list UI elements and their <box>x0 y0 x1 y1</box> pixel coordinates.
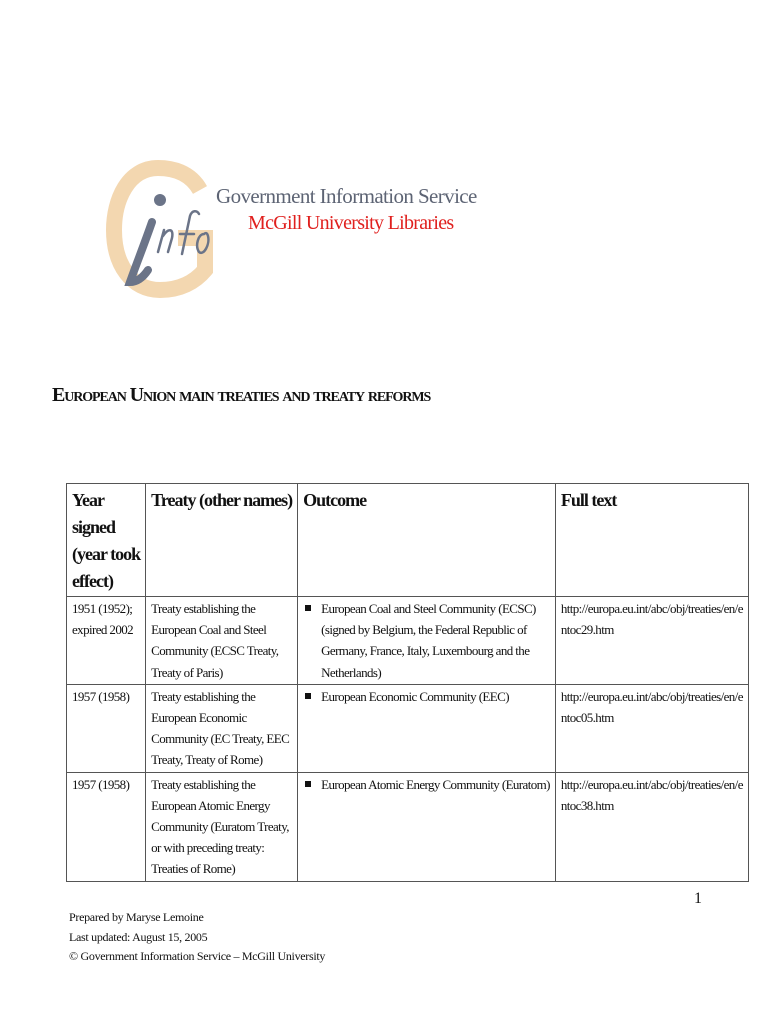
outcome-text: European Atomic Energy Community (Euratom) <box>321 776 550 792</box>
bullet-icon <box>305 605 311 611</box>
cell-url[interactable]: http://europa.eu.int/abc/obj/treaties/en/e ntoc38.htm <box>555 772 748 881</box>
cell-treaty: Treaty establishing the European Coal and Steel Community (ECSC Treaty, Treaty of Paris) <box>146 597 298 685</box>
bullet-icon <box>305 781 311 787</box>
cell-url[interactable]: http://europa.eu.int/abc/obj/treaties/en/e ntoc29.htm <box>555 597 748 685</box>
cell-outcome <box>298 684 556 772</box>
header-full-text: Full text <box>555 484 748 597</box>
table-header-row <box>67 484 749 597</box>
cell-treaty: Treaty establishing the European Economic Community (EC Treaty, EEC Treaty, Treaty of Rome) <box>146 684 298 772</box>
cell-outcome <box>298 597 556 685</box>
footer <box>69 908 325 967</box>
treaties-table <box>66 483 749 882</box>
cell-treaty: Treaty establishing the European Atomic Energy Community (Euratom Treaty, or with preceding treaty: Treaties of Rome) <box>146 772 298 881</box>
cell-outcome <box>298 772 556 881</box>
outcome-text: European Economic Community (EEC) <box>321 688 509 704</box>
footer-last-updated: Last updated: August 15, 2005 <box>69 929 208 944</box>
logo-i-dot <box>154 194 166 206</box>
footer-copyright: © Government Information Service – McGill University <box>69 949 326 963</box>
logo-library-name: McGill University Libraries <box>248 212 454 234</box>
logo-i-stroke <box>130 222 152 282</box>
page-number: 1 <box>694 890 702 907</box>
bullet-icon <box>305 693 311 699</box>
table-row <box>67 684 749 772</box>
logo-info-g-mark <box>100 160 215 300</box>
header-treaty: Treaty (other names) <box>146 484 298 597</box>
page-title: European Union main treaties and treaty reforms <box>52 384 431 406</box>
table-row <box>67 772 749 881</box>
cell-year: 1957 (1958) <box>67 772 146 881</box>
outcome-text: European Coal and Steel Community (ECSC) (signed by Belgium, the Federal Republic of Germany, France, Italy, Luxembourg and the Netherlands) <box>321 601 536 680</box>
logo-service-name: Government Information Service <box>216 184 477 208</box>
header-outcome: Outcome <box>298 484 556 597</box>
gis-logo <box>100 160 477 300</box>
cell-year: 1951 (1952); expired 2002 <box>67 597 146 685</box>
footer-prepared-by: Prepared by Maryse Lemoine <box>69 910 204 924</box>
table-row <box>67 597 749 685</box>
cell-year: 1957 (1958) <box>67 684 146 772</box>
cell-url[interactable]: http://europa.eu.int/abc/obj/treaties/en/e ntoc05.htm <box>555 684 748 772</box>
logo-g-shape <box>114 168 205 290</box>
header-year: Year signed (year took effect) <box>67 484 146 597</box>
